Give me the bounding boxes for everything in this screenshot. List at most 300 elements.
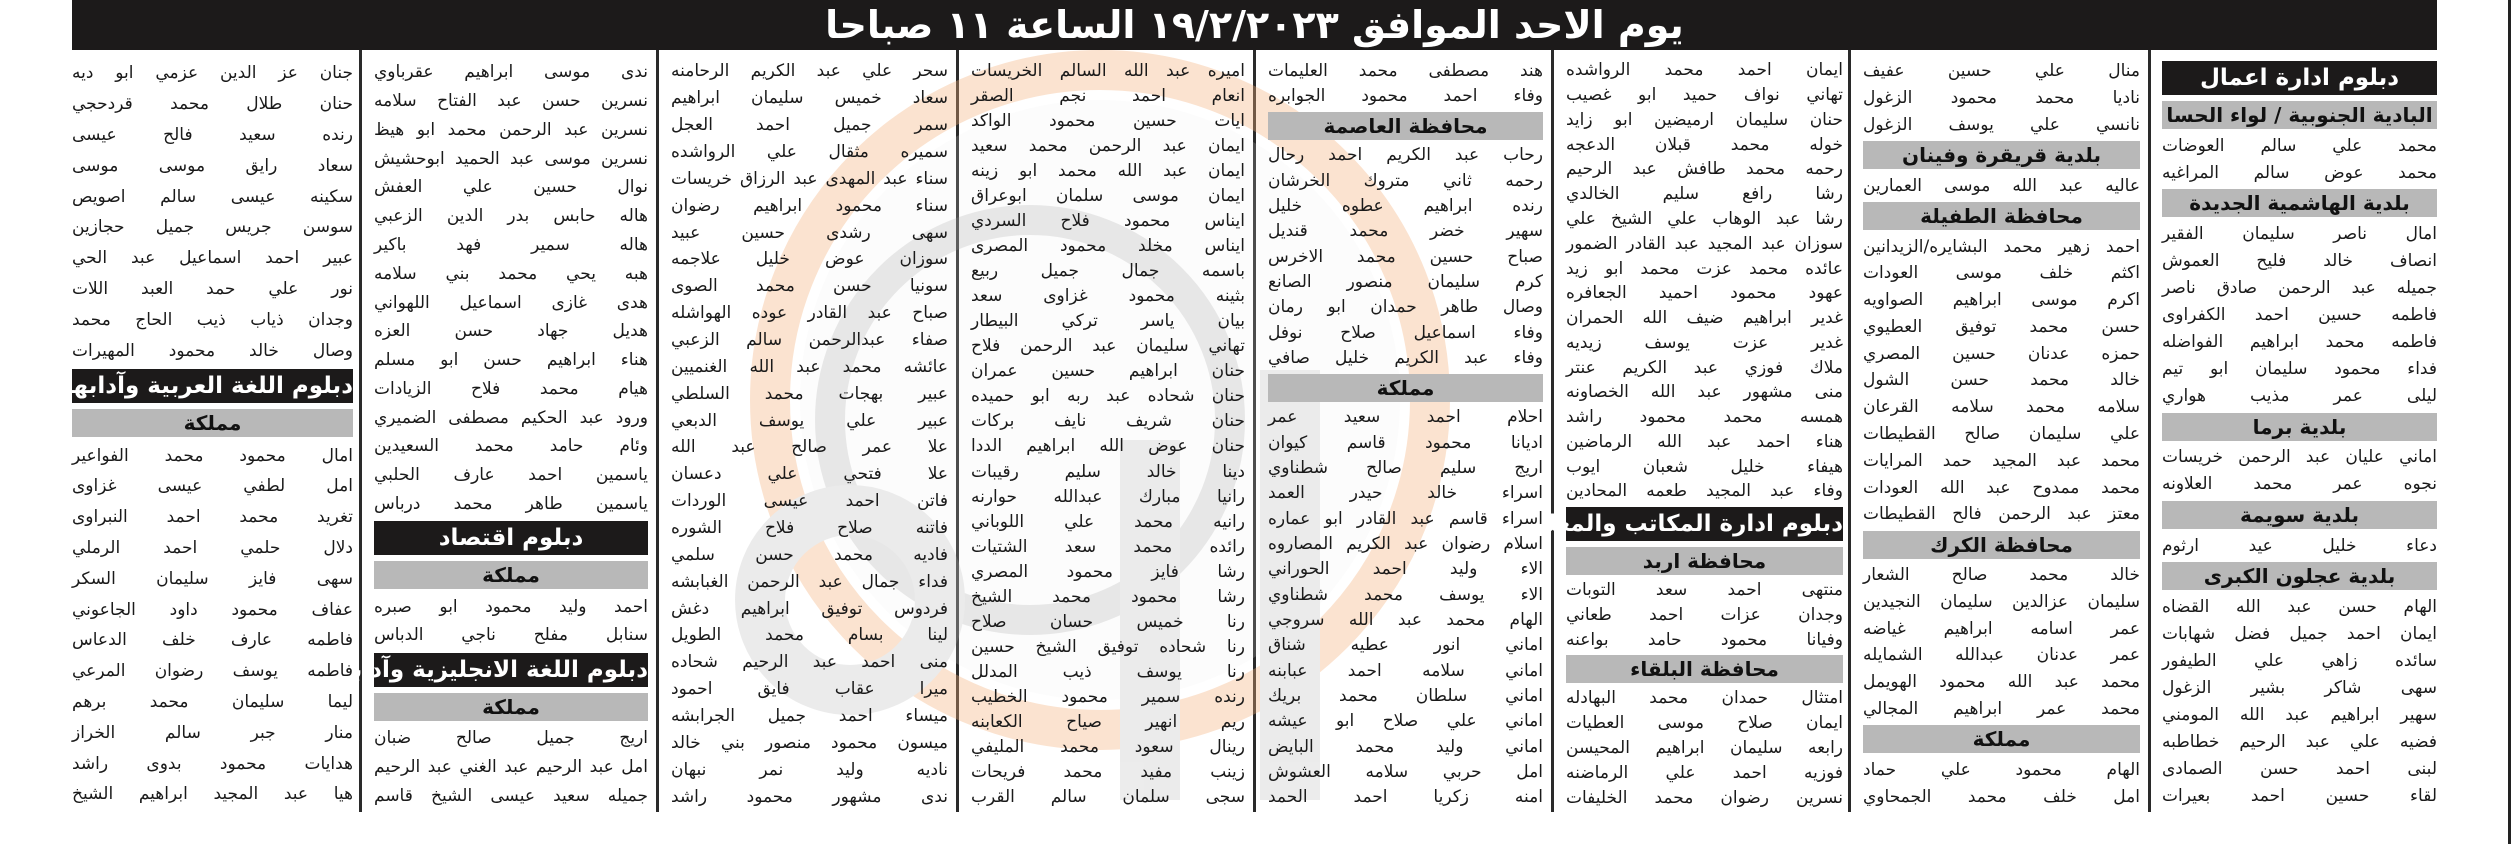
graduate-name: لقاء حسين احمد بعيرات (2162, 786, 2437, 807)
list-item (1863, 501, 2140, 528)
region-subheading: بلدية برما (2162, 413, 2437, 441)
list-item (671, 380, 948, 407)
graduate-name: احمد زهير محمد البشايره/الزيدانين (1863, 236, 2140, 257)
list-item (671, 515, 948, 542)
graduate-name: ندى مشهور محمود راشد (671, 786, 948, 807)
graduate-name: رحمه محمد طافش عبد الرحيم (1566, 159, 1843, 180)
graduate-name: اماني انور عطيه شناق (1268, 635, 1543, 656)
list-item (1566, 132, 1843, 157)
list-item (72, 471, 353, 502)
graduate-name: حنان سليمان ارميضين ابو زايد (1566, 109, 1843, 130)
graduate-name: ايمان عبد الرحمن محمد سعيد (971, 135, 1245, 156)
list-item (971, 660, 1245, 685)
list-item (971, 208, 1245, 233)
region-subheading: مملكة (1268, 374, 1543, 402)
list-item (971, 484, 1245, 509)
list-item (1863, 615, 2140, 642)
list-item (671, 568, 948, 595)
graduate-name: صفاء عبدالرحمن سالم الزعبي (671, 330, 948, 351)
graduate-name: رنده سمير محمود الخطيب (971, 687, 1245, 708)
list-item (671, 58, 948, 85)
graduate-name: فردوس توفيق ابراهيم دغش (671, 598, 948, 619)
results-column (961, 58, 1255, 810)
region-subheading: بلدية الهاشمية الجديدة (2162, 189, 2437, 217)
list-item (72, 563, 353, 594)
graduate-name: اكرم موسى ابراهيم الصواويه (1863, 290, 2140, 311)
graduate-name: ميساء احمد جميل الجرابشه (671, 706, 948, 727)
graduate-name: محمد عبد الله محمود الهويمل (1863, 672, 2140, 693)
graduate-name: رشا رافع سليم الخالدي (1566, 184, 1843, 205)
graduate-name: همسه محمد محمود راشد (1566, 407, 1843, 428)
graduate-name: امل لطفي عيسى غزاوى (72, 476, 353, 497)
graduate-name: فوزيه احمد علي الرماضنه (1566, 762, 1843, 783)
graduate-name: الهام حسن عبد الله القضاه (2162, 596, 2437, 617)
list-item (1863, 112, 2140, 139)
list-item (1268, 582, 1543, 607)
list-item (2162, 471, 2437, 498)
graduate-name: وصال خالد محمود المهيرات (72, 340, 353, 361)
graduate-name: دينا خالد سليم رقيبات (971, 461, 1245, 482)
list-item (671, 488, 948, 515)
region-subheading: بلدية سويمة (2162, 501, 2437, 529)
graduate-name: هناء ابراهيم حسن ابو مسلم (374, 350, 648, 371)
graduate-name: رينال سعود محمد المليفي (971, 737, 1245, 758)
list-item (72, 58, 353, 89)
graduate-name: هاله سمير فهد باكير (374, 234, 648, 255)
graduate-name: اميره عبد الله السالم الخريسات (971, 60, 1245, 81)
graduate-name: سهير ابراهيم عبد الله المومني (2162, 705, 2437, 726)
graduate-name: عفاف محمود داود الجاعوني (72, 599, 353, 620)
graduate-name: هديل جهاد حسن العزه (374, 321, 648, 342)
graduate-name: ناديه وليد نمر نبهان (671, 759, 948, 780)
list-item (72, 656, 353, 687)
list-item (1863, 696, 2140, 723)
list-item (374, 231, 648, 260)
graduate-name: هيا عبد المجيد ابراهيم الشيخ (72, 784, 353, 805)
list-item (1268, 683, 1543, 708)
list-item (1566, 231, 1843, 256)
results-column (1853, 58, 2150, 810)
list-item (374, 403, 648, 432)
list-item (1863, 85, 2140, 112)
list-item (971, 58, 1245, 83)
graduate-name: محمد ممدوح عبد الله العودات (1863, 477, 2140, 498)
list-item (72, 150, 353, 181)
graduate-name: فاطمه يوسف رضوان المرعي (72, 661, 353, 682)
list-item (1566, 405, 1843, 430)
graduate-name: عائشه محمد عبد الله الغنميين (671, 356, 948, 377)
graduate-name: ايمان موسى سلمان ابوعراق (971, 185, 1245, 206)
results-column (64, 58, 361, 810)
list-item (2162, 356, 2437, 383)
graduate-name: فداء جمال عبد الرحمن الغبابشه (671, 571, 948, 592)
graduate-name: معتز عبد الرحمن فالح القطيطات (1863, 504, 2140, 525)
graduate-name: خالد محمد صالح الشعار (1863, 565, 2140, 586)
list-item (671, 327, 948, 354)
results-column (2150, 58, 2440, 810)
list-item (1566, 355, 1843, 380)
list-item (1268, 345, 1543, 370)
graduate-name: الاء يوسف محمد شطناوي (1268, 584, 1543, 605)
list-item (374, 346, 648, 375)
list-item (1566, 83, 1843, 108)
graduate-name: رابعه سليمان ابراهيم المحيسن (1566, 737, 1843, 758)
list-item (1863, 589, 2140, 616)
section-heading: دبلوم ادارة المكاتب والمعلومات (1566, 507, 1843, 541)
graduate-name: رانيه محمد علي اللوباني (971, 511, 1245, 532)
list-item (72, 625, 353, 656)
list-item (1566, 207, 1843, 232)
list-item (1863, 562, 2140, 589)
graduate-name: صباح عبد القادر عوده الهواشله (671, 303, 948, 324)
graduate-name: احلام احمد سعيد عمر (1268, 407, 1543, 428)
graduate-name: رحمه ثاني متروك الخرشان (1268, 170, 1543, 191)
graduate-name: سوزان عوض خليل علاجمه (671, 249, 948, 270)
list-item (1268, 244, 1543, 269)
list-item (72, 594, 353, 625)
graduate-name: فاتنه صلاح فلاح الشوره (671, 518, 948, 539)
list-item (971, 334, 1245, 359)
list-item (971, 108, 1245, 133)
graduate-name: رنا يوسف ذيب المدلل (971, 662, 1245, 683)
list-item (1268, 785, 1543, 810)
graduate-name: امل عبد الرحيم عبد الغني عبد الرحيم (374, 756, 648, 777)
region-subheading: محافظة البلقاء (1566, 655, 1843, 683)
list-item (671, 729, 948, 756)
list-item (971, 785, 1245, 810)
list-item (2162, 593, 2437, 620)
graduate-name: امل خلف محمد الجمحاوي (1863, 786, 2140, 807)
graduate-name: محمد عبد المجيد حمد المرايات (1863, 450, 2140, 471)
list-item (72, 89, 353, 120)
graduate-name: سلامه محمد سلامه القرعان (1863, 397, 2140, 418)
graduate-name: نسرين حسن عبد الفتاح سلامه (374, 91, 648, 112)
list-item (671, 783, 948, 810)
list-item (1268, 58, 1543, 83)
graduate-name: وفاء اسماعيل صلاح نوفل (1268, 322, 1543, 343)
list-item (1863, 313, 2140, 340)
graduate-name: ايات حسين محمود الواكد (971, 110, 1245, 131)
graduate-name: حمزه عدنان حسين المصري (1863, 343, 2140, 364)
list-item (1566, 686, 1843, 711)
page-header-banner (72, 0, 2437, 50)
list-item (374, 144, 648, 173)
list-item (1863, 260, 2140, 287)
graduate-name: عبير بهجات محمد السلطي (671, 383, 948, 404)
graduate-name: سعاد رايق موسى موسى (72, 155, 353, 176)
list-item (971, 158, 1245, 183)
list-item (1863, 58, 2140, 85)
region-subheading: محافظة الطفيلة (1863, 202, 2140, 230)
list-item (1566, 454, 1843, 479)
graduate-name: حنان ابراهيم حسين عمران (971, 361, 1245, 382)
graduate-name: سهى فايز سليمان السكر (72, 568, 353, 589)
list-item (671, 676, 948, 703)
graduate-name: سكينه عيسى سالم اصويص (72, 186, 353, 207)
list-item (2162, 674, 2437, 701)
list-item (1863, 447, 2140, 474)
graduate-name: سمر جميل احمد العجل (671, 115, 948, 136)
graduate-name: علا عمر صالح عبد الله (671, 437, 948, 458)
graduate-name: عبير علي يوسف الدبعي (671, 410, 948, 431)
graduate-name: محمد عوض سالم المراغيه (2162, 162, 2437, 183)
list-item (971, 584, 1245, 609)
graduate-name: زينب مفيد محمد فريحات (971, 762, 1245, 783)
graduate-name: رشا محمود محمد الشيخ (971, 586, 1245, 607)
graduate-name: ليما سليمان محمد برهم (72, 692, 353, 713)
list-item (1566, 603, 1843, 628)
graduate-name: اكثم خلف موسى العودات (1863, 263, 2140, 284)
list-item (72, 748, 353, 779)
graduate-name: سهى شاكر بشير الزغول (2162, 677, 2437, 698)
list-item (971, 609, 1245, 634)
list-item (671, 246, 948, 273)
graduate-name: لينا بسام محمد الطويل (671, 625, 948, 646)
graduate-name: سحر علي عبد الكريم الرحامنه (671, 61, 948, 82)
graduate-name: فضيه علي عبد الرحيم خطاطبه (2162, 732, 2437, 753)
list-item (1863, 642, 2140, 669)
list-item (971, 259, 1245, 284)
graduate-name: فاتن احمد عيسى الوردات (671, 491, 948, 512)
list-item (971, 534, 1245, 559)
list-item (1863, 367, 2140, 394)
graduate-name: فاطمه عارف خلف الدعاس (72, 630, 353, 651)
graduate-name: ورود عبد الحكيم مصطفى الضميري (374, 407, 648, 428)
results-column (1258, 58, 1553, 810)
graduate-name: اسراء قاسم عبد القادر ابو عماره (1268, 508, 1543, 529)
list-item (374, 288, 648, 317)
list-item (671, 461, 948, 488)
graduate-name: حنان عوض الله ابراهيم الددا (971, 436, 1245, 457)
list-item (2162, 444, 2437, 471)
list-item (1268, 83, 1543, 108)
graduate-name: امتثال حمدان محمد البهادله (1566, 688, 1843, 709)
section-heading: دبلوم اللغة العربية وآدابها (72, 369, 353, 403)
list-item (374, 202, 648, 231)
graduate-name: ياسمين طاهر محمد درباس (374, 493, 648, 514)
list-item (1566, 736, 1843, 761)
graduate-name: كرم سليمان منصور الصانع (1268, 271, 1543, 292)
list-item (2162, 702, 2437, 729)
list-item (374, 753, 648, 782)
graduate-name: رانيا مبارك عبدالله حوارنه (971, 486, 1245, 507)
region-subheading: محافظة العاصمة (1268, 112, 1543, 140)
list-item (2162, 220, 2437, 247)
list-item (1268, 295, 1543, 320)
list-item (72, 779, 353, 810)
graduate-name: نسرين موسى عبد الحميد ابوحشيش (374, 148, 648, 169)
graduate-name: وفاء احمد محمود الجوابره (1268, 85, 1543, 106)
graduate-name: بثينه محمود غزاوى سعد (971, 286, 1245, 307)
graduate-name: رشا فايز محمود المصري (971, 561, 1245, 582)
graduate-name: اريج سليم صالح شطناوي (1268, 457, 1543, 478)
list-item (971, 509, 1245, 534)
list-item (671, 192, 948, 219)
list-item (1268, 219, 1543, 244)
graduate-name: سليمان عزالدين سليمان النجيدين (1863, 591, 2140, 612)
results-column (329, 58, 658, 810)
list-item (2162, 756, 2437, 783)
list-item (374, 592, 648, 621)
graduate-name: رنده ابراهيم عطوه خليل (1268, 195, 1543, 216)
graduate-name: رائده محمد سعد الشتيات (971, 536, 1245, 557)
list-item (1268, 430, 1543, 455)
graduate-name: حنان طلال محمد قردحجي (72, 94, 353, 115)
list-item (72, 533, 353, 564)
graduate-name: اماني سلامه احمد عبابنه (1268, 660, 1543, 681)
graduate-name: سوزان عبد المجيد عبد القادر الضمور (1566, 233, 1843, 254)
graduate-name: اديانا محمود قاسم كيوان (1268, 432, 1543, 453)
section-heading: دبلوم اللغة الانجليزية وآدابها (374, 653, 648, 687)
list-item (72, 274, 353, 305)
list-item (2162, 247, 2437, 274)
graduate-name: هدايات محمود بدوى راشد (72, 753, 353, 774)
list-item (1268, 759, 1543, 784)
graduate-name: حنان شحاده عبد ربه ابو حميده (971, 386, 1245, 407)
graduate-name: بيان ياسر تركي البيطار (971, 311, 1245, 332)
graduate-name: ايناس مخلد محمود المصرى (971, 235, 1245, 256)
graduate-name: هند مصطفى محمد العليمات (1268, 60, 1543, 81)
list-item (971, 359, 1245, 384)
graduate-name: وفيانا محمود حامد بواعنه (1566, 629, 1843, 650)
region-subheading: مملكة (1863, 725, 2140, 753)
list-item (1268, 557, 1543, 582)
graduate-name: عمر اسامه ابراهيم غياضه (1863, 618, 2140, 639)
graduate-name: هدى غازى اسماعيل اللهواني (374, 292, 648, 313)
graduate-name: رنا خميس حسان صلاح (971, 611, 1245, 632)
region-subheading: مملكة (374, 561, 648, 589)
graduate-name: الاء وليد احمد الحوراني (1268, 559, 1543, 580)
list-item (671, 434, 948, 461)
list-item (374, 621, 648, 650)
graduate-name: دلال حلمي احمد الرملي (72, 537, 353, 558)
header-title: يوم الاحد الموافق ١٩/٢/٢٠٢٣ الساعة ١١ صباحا (825, 3, 1684, 47)
list-item (1268, 320, 1543, 345)
graduate-name: ايناس محمود فلاح السردي (971, 210, 1245, 231)
region-subheading: مملكة (72, 409, 353, 437)
region-subheading: مملكة (374, 693, 648, 721)
graduate-name: احمد وليد محمود ابو صبره (374, 596, 648, 617)
list-item (1268, 506, 1543, 531)
list-item (671, 139, 948, 166)
list-item (2162, 301, 2437, 328)
graduate-name: وفاء عبد الكريم خليل صافي (1268, 347, 1543, 368)
list-item (971, 384, 1245, 409)
graduate-name: ياسمين احمد عارف الحلبي (374, 465, 648, 486)
list-item (374, 374, 648, 403)
graduate-name: صباح حسين محمد الاخرس (1268, 246, 1543, 267)
list-item (374, 259, 648, 288)
list-item (374, 781, 648, 810)
graduate-name: خوله محمد قبلان الدعجه (1566, 134, 1843, 155)
region-subheading: محافظة الكرك (1863, 531, 2140, 559)
list-item (671, 353, 948, 380)
graduate-name: امل حربي سلامه العشوش (1268, 761, 1543, 782)
graduate-name: هناء احمد عبد الله الرماضين (1566, 431, 1843, 452)
list-item (2162, 620, 2437, 647)
graduate-name: منى مشهور عبد الله الخصاونه (1566, 382, 1843, 403)
list-item (671, 85, 948, 112)
graduate-name: تهاني سليمان عبد الرحمن فلاح (971, 336, 1245, 357)
section-heading: دبلوم ادارة اعمال (2162, 61, 2437, 95)
graduate-name: سونيا حسن محمد الصوى (671, 276, 948, 297)
list-item (1863, 783, 2140, 810)
graduate-name: ايمان عبد الله محمد ابو زينه (971, 160, 1245, 181)
graduate-name: غدير عزت يوسف زيديه (1566, 332, 1843, 353)
list-item (1268, 633, 1543, 658)
graduate-name: نسرين عبد الرحمن محمد ابو هيظ (374, 119, 648, 140)
graduate-name: سناء محمود ابراهيم رضوان (671, 195, 948, 216)
graduate-name: انصاف خالد فليح العموش (2162, 250, 2437, 271)
list-item (72, 120, 353, 151)
graduate-name: منال علي حسين عفيف (1863, 61, 2140, 82)
list-item (2162, 274, 2437, 301)
graduate-name: عمر عدنان عبدالله الشمايله (1863, 645, 2140, 666)
graduate-name: سعاد خميس سليمان ابراهيم (671, 88, 948, 109)
graduate-name: اماني سلطان محمد بريك (1268, 685, 1543, 706)
list-item (374, 87, 648, 116)
list-item (72, 502, 353, 533)
graduate-name: نسرين رضوان محمد الخليفات (1566, 787, 1843, 808)
list-item (971, 183, 1245, 208)
list-item (374, 317, 648, 346)
list-item (971, 133, 1245, 158)
list-item (971, 710, 1245, 735)
graduate-name: عاليه عبد الله موسى العمارين (1863, 175, 2140, 196)
list-item (2162, 383, 2437, 410)
graduate-name: هبه يحي محمد بني سلامه (374, 263, 648, 284)
list-item (1566, 58, 1843, 83)
graduate-name: خالد محمد حسن الشول (1863, 370, 2140, 391)
graduate-name: نوال حسين علي العفش (374, 177, 648, 198)
list-item (671, 273, 948, 300)
region-subheading: محافظة اربد (1566, 547, 1843, 575)
list-item (1863, 474, 2140, 501)
graduate-name: جميله عبد الرحمن صادق ناصر (2162, 277, 2437, 298)
graduate-name: غدير ابراهيم ضيف الله الحمران (1566, 308, 1843, 329)
list-item (1268, 193, 1543, 218)
list-item (971, 409, 1245, 434)
graduate-name: وفاء عبد المجيد طعمه المحادين (1566, 481, 1843, 502)
graduate-name: ميسون محمود منصور بني خالد (671, 732, 948, 753)
graduate-name: انعام احمد نجم الصقر (971, 85, 1245, 106)
list-item (1566, 182, 1843, 207)
graduate-name: اماني عليان عبد الرحمن خريسات (2162, 447, 2437, 468)
list-item (2162, 132, 2437, 159)
list-item (1566, 157, 1843, 182)
section-heading: دبلوم اقتصاد (374, 521, 648, 555)
graduate-name: اسلام رضوان عبد الكريم المصاروه (1268, 533, 1543, 554)
list-item (1268, 269, 1543, 294)
graduate-name: محمد علي سالم العوضات (2162, 135, 2437, 156)
list-item (1566, 578, 1843, 603)
list-item (374, 173, 648, 202)
list-item (671, 756, 948, 783)
graduate-name: هيام محمد فلاح الزيادات (374, 378, 648, 399)
list-item (971, 634, 1245, 659)
graduate-name: علا فتحي علي دعسان (671, 464, 948, 485)
graduate-name: نور علي حمد العبد اللات (72, 279, 353, 300)
list-item (671, 165, 948, 192)
graduate-name: ايمان احمد جميل فضل شهابات (2162, 623, 2437, 644)
list-item (72, 212, 353, 243)
graduate-name: سميره مثقال علي الرواشده (671, 142, 948, 162)
graduate-name: محمد عمر ابراهيم المجالي (1863, 699, 2140, 720)
graduate-name: اسراء خالد حيدر العمد (1268, 483, 1543, 504)
graduate-name: الهام محمود علي حماد (1863, 759, 2140, 780)
graduate-name: جميله سعيد عيسى الشيخ قاسم (374, 785, 648, 806)
list-item (374, 432, 648, 461)
